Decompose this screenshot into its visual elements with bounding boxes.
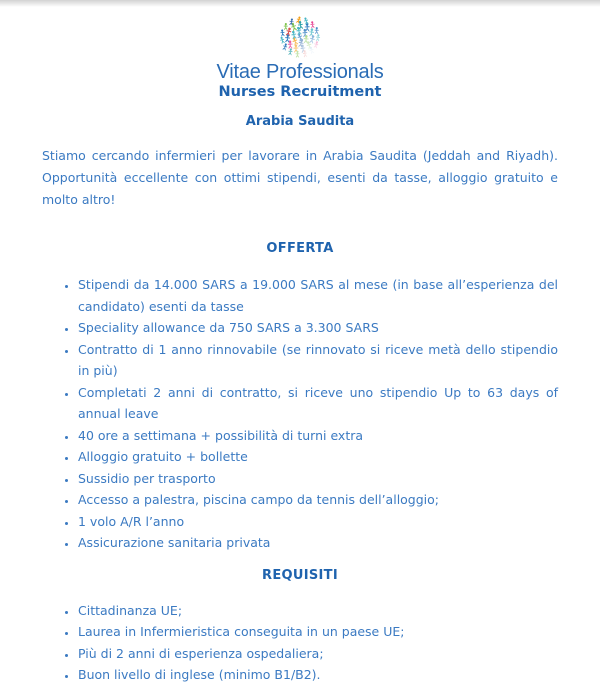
person-figure-icon xyxy=(280,29,284,36)
person-figure-icon xyxy=(286,27,292,35)
people-globe-svg xyxy=(277,14,323,60)
top-edge-shadow xyxy=(0,0,600,7)
person-figure-icon xyxy=(288,40,292,48)
subtitle: Nurses Recruitment xyxy=(218,84,382,100)
person-figure-icon xyxy=(294,44,298,52)
person-figure-icon xyxy=(316,34,320,41)
requisiti-list xyxy=(42,600,558,686)
person-figure-icon xyxy=(284,23,287,29)
person-figure-icon xyxy=(306,41,312,49)
section-heading-offerta: OFFERTA xyxy=(266,241,334,256)
person-figure-icon xyxy=(315,27,319,34)
person-figure-icon xyxy=(309,35,315,43)
person-figure-icon xyxy=(296,16,301,23)
person-figure-icon xyxy=(288,48,292,55)
list-item: • Alloggio gratuito + bollette xyxy=(78,446,558,468)
list-item: • Sussidio per trasporto xyxy=(78,468,558,490)
list-item: • Accesso a palestra, piscina campo da tennis dell’alloggio; xyxy=(78,489,558,511)
person-figure-icon xyxy=(283,43,288,50)
person-figure-icon xyxy=(309,28,314,36)
list-item: • Stipendi da 14.000 SARS a 19.000 SARS al mese (in base all’esperienza del candidato) esenti da tasse xyxy=(78,274,558,317)
person-figure-icon xyxy=(291,30,296,38)
country-title: Arabia Saudita xyxy=(245,114,355,129)
person-figure-icon xyxy=(310,21,314,28)
person-figure-icon xyxy=(305,23,309,31)
person-figure-icon xyxy=(296,51,299,57)
list-item: • 1 volo A/R l’anno xyxy=(78,511,558,533)
list-item: • 40 ore a settimana + possibilità di turni extra xyxy=(78,425,558,447)
person-figure-icon xyxy=(285,34,290,42)
person-figure-icon xyxy=(303,29,307,37)
person-figure-icon xyxy=(289,18,293,25)
person-figure-icon xyxy=(296,26,302,34)
person-figure-icon xyxy=(300,44,305,52)
list-item: • Cittadinanza UE; xyxy=(78,600,558,622)
person-figure-icon xyxy=(280,36,285,43)
person-figure-icon xyxy=(314,41,319,48)
person-figure-icon xyxy=(297,33,303,41)
person-figure-icon xyxy=(298,39,304,47)
person-figure-icon xyxy=(309,46,314,53)
brand-title: Vitae Professionals xyxy=(216,61,384,83)
list-item: • Buon livello di inglese (minimo B1/B2). xyxy=(78,664,558,686)
person-figure-icon xyxy=(292,37,298,45)
section-heading-requisiti: REQUISITI xyxy=(262,567,338,583)
person-figure-icon xyxy=(304,17,309,24)
person-figure-icon xyxy=(298,21,303,29)
list-item: • Più di 2 anni di esperienza ospedaliera; xyxy=(78,643,558,665)
list-item: • Contratto di 1 anno rinnovabile (se rinnovato si riceve metà dello stipendio in più) xyxy=(78,339,558,382)
offerta-list xyxy=(42,274,558,554)
list-item: • Assicurazione sanitaria privata xyxy=(78,532,558,554)
person-figure-icon xyxy=(303,50,307,57)
person-figure-icon xyxy=(304,35,309,43)
list-item: • Laurea in Infermieristica conseguita in un paese UE; xyxy=(78,621,558,643)
list-item: • Speciality allowance da 750 SARS a 3.300 SARS xyxy=(78,317,558,339)
person-figure-icon xyxy=(290,22,296,30)
people-globe-logo-icon xyxy=(277,14,323,60)
document-content xyxy=(0,145,600,686)
document-header xyxy=(0,14,600,130)
intro-paragraph: Stiamo cercando infermieri per lavorare in Arabia Saudita (Jeddah and Riyadh). Opportunità eccellente con ottimi stipendi, esenti da tasse, alloggio gratuito e molto altro! xyxy=(42,148,558,207)
list-item: • Completati 2 anni di contratto, si riceve uno stipendio Up to 63 days of annual leave xyxy=(78,382,558,425)
